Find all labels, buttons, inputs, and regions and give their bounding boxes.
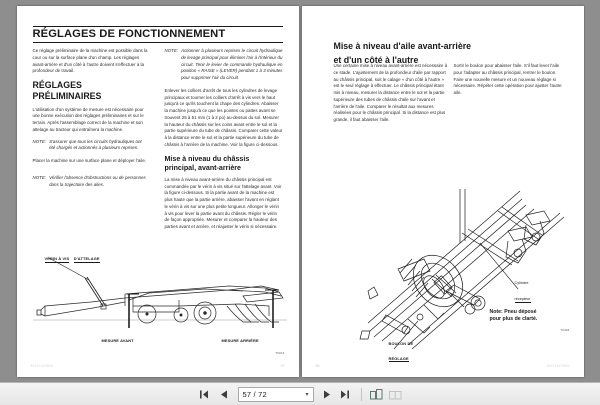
callout-text: Cylindre <box>514 281 529 285</box>
figure-wing-frame-isometric <box>312 181 578 351</box>
pdf-navigation-toolbar <box>0 382 600 405</box>
note-label: NOTE: <box>32 138 47 144</box>
paragraph: Enlever les colliers d'arrêt de tous les cylindres de levage principaux et tourner les colliers d'arrêt à vis vers le haut jusqu'à ce qu'ils touchent la chape des cylindres. Abaisser la machine jusqu'à ce que les pointes ou pattes avant se trouvent 25 à 51 mm (1 à 2 po) au-dessus du sol. Mesurer la hauteur du châssis sur les coins avant entre le sol et la partie supérieure du tube de châssis. Comparer cette valeur à la distance entre le sol et la partie supérieure du tube de châssis à l'arrière de la machine. Voir la figure ci-dessous. <box>164 87 283 147</box>
figure-callout-screw-jack <box>45 246 100 266</box>
single-page-view-button[interactable] <box>388 387 403 402</box>
two-page-view-button[interactable] <box>369 387 384 402</box>
paragraph: L'utilisation d'un système de mesure est nécessaire pour une bonne exécution des réglages préliminaires et sur le terrain. Après l'assemblage correct de la machine et son attelage au tracteur qui entraînera la machine. <box>32 106 144 132</box>
page-right[interactable] <box>302 6 584 377</box>
paragraph: La mise à niveau avant-arrière du châssis principal est commandée par le vérin à vis situé sur l'attelage avant. Voir la figure ci-dessous. Si la partie avant de la machine est plus haute que la partie arrière, abaisser l'avant en réglant le vérin à vis sur une plus petite longueur. Allonger le vérin à vis pour lever la partie avant du châssis. Régler le vérin de façon appropriée. Mesurer et comparer la hauteur des parties avant et arrière, et réajuster le vérin si nécessaire. <box>164 176 282 230</box>
page-number: 58 <box>315 364 320 368</box>
note-body: Actionner à plusieurs reprises le circuit hydraulique de levage principal pour éliminer l'air à l'intérieur du circuit. Tenir le levier de commande hydraulique en position « RAISE » (LEVER) pendant 1 à 3 minutes pour supprimer l'air du circuit. <box>181 48 283 81</box>
page-heading-line2: et d'un côté à l'autre <box>333 54 419 65</box>
figure-callout-cylinder <box>515 281 531 307</box>
paragraph: Placer la machine sur une surface plane et déployer l'aile. <box>32 158 147 164</box>
note-body: Vérifier l'absence d'obstructions ou de personnes dans la trajectoire des ailes. <box>49 174 146 187</box>
next-page-button[interactable] <box>320 387 335 402</box>
figure-label-rear-measure: MESURE ARRIÈRE <box>221 338 259 343</box>
figure-note-tire-removed <box>490 309 538 322</box>
first-page-button[interactable] <box>198 387 213 402</box>
note-label: NOTE: <box>32 174 47 180</box>
note-body: S'assurer que tous les circuits hydrauliques ont été chargés et actionnés à plusieurs reprises. <box>49 138 142 151</box>
note-label: NOTE: <box>164 48 179 53</box>
figure-id: T0403 <box>560 328 570 332</box>
page-number-value[interactable]: 57 / 72 <box>242 389 267 399</box>
callout-text: récepteur <box>514 296 531 301</box>
toolbar-separator <box>361 388 362 401</box>
page-number: 57 <box>280 364 285 368</box>
page-left[interactable] <box>17 6 299 377</box>
note-block <box>33 139 149 153</box>
paragraph: Une certaine mise à niveau avant-arrière est nécessaire à ce stade. L'ajustement de la profondeur d'aile par rapport au châssis principal, soit le calage « d'un côté à l'autre » est le seul réglage à effectuer. Le châssis principal étant mis à niveau, mesurer la distance entre le sol et la partie supérieure des tubes de châssis d'aile sur l'avant et l'arrière de l'aile. Comparer le résultat aux mesures réalisées pour le châssis principal. Si la distance est plus grande, il faut abaisser l'aile. <box>333 63 448 123</box>
previous-page-button[interactable] <box>217 387 232 402</box>
page-footer-code: 8007192056A <box>30 364 54 368</box>
note-block <box>165 48 283 82</box>
paragraph: Ce réglage préliminaire de la machine est possible dans la cour ou sur la surface plane d'un champ. Les réglages avant-arrière et d'un côté à l'autre doivent s'effectuer à la profondeur de travail. <box>32 48 148 74</box>
section-heading-chassis: Mise à niveau du châssis principal, avant-arrière <box>164 154 250 172</box>
page-title: RÉGLAGES DE FONCTIONNEMENT <box>33 26 283 43</box>
callout-text: BOULON DE <box>388 341 414 346</box>
note-text: Note: Pneu déposé <box>489 309 537 315</box>
figure-id: T6013 <box>275 351 285 355</box>
page-footer-code: 8007192056A <box>546 364 570 368</box>
section-heading-preliminaires: RÉGLAGES PRÉLIMINAIRES <box>32 80 102 101</box>
callout-text: VÉRIN À VIS <box>44 256 70 261</box>
page-number-input[interactable] <box>238 387 314 402</box>
page-heading-line1: Mise à niveau d'aile avant-arrière <box>333 41 472 51</box>
callout-text: D'ATTELAGE <box>73 256 100 261</box>
last-page-button[interactable] <box>339 387 354 402</box>
paragraph: Sortir le boulon pour abaisser l'aile. S'il faut lever l'aile pour l'adapter au châssis principal, rentrer le boulon. Faire une nouvelle mesure et un nouveau réglage si nécessaire. Répéter cette opération pour ajuster l'autre aile. <box>453 63 562 96</box>
page-spread <box>17 0 584 377</box>
note-block <box>33 175 149 189</box>
figure-callout-adjust-bolt <box>389 341 414 367</box>
callout-text: RÉGLAGE <box>388 356 409 362</box>
note-text: pour plus de clarté. <box>489 315 538 322</box>
chevron-down-icon[interactable]: ▾ <box>305 391 309 398</box>
figure-label-front-measure: MESURE AVANT <box>101 338 134 343</box>
